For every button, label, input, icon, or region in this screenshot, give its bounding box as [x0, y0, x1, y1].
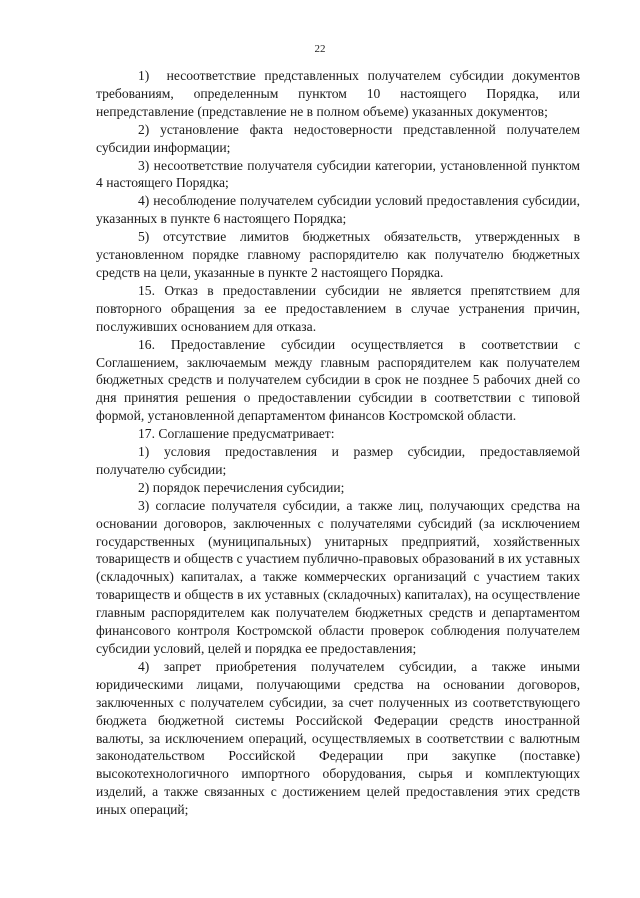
paragraph-agreement-item-1: 1) условия предоставления и размер субсидии, предоставляемой получателю субсидии; — [96, 444, 580, 477]
paragraph-agreement-item-3: 3) согласие получателя субсидии, а также лиц, получающих средства на основании договоров, заключенных с получателями субсидий (за исключением государственных (муниципальных) унитарных предприятий, хозяйственных товариществ и обществ с участием публично-правовых образований в их уставных (складочных) капиталах, а также коммерческих организаций с участием таких товариществ и обществ в их уставных (складочных) капиталах), на осуществление главным распорядителем как получателем бюджетных средств и департаментом финансового контроля Костромской области проверок соблюдения получателем субсидии условий, целей и порядка ее предоставления; — [96, 497, 580, 656]
paragraph-refusal-reason-1: 1) несоответствие представленных получателем субсидии документов требованиям, определенным пунктом 10 настоящего Порядка, или непредставление (представление не в полном объеме) указанных документов; — [96, 68, 580, 119]
paragraph-clause-17: 17. Соглашение предусматривает: — [138, 426, 335, 442]
paragraph-clause-16: 16. Предоставление субсидии осуществляется в соответствии с Соглашением, заключаемым между главным распорядителем как получателем бюджетных средств и получателем субсидии в срок не позднее 5 рабочих дней со дня принятия решения о предоставлении субсидии в соответствии с типовой формой, установленной департаментом финансов Костромской области. — [96, 336, 580, 424]
document-body — [96, 67, 580, 819]
paragraph-refusal-reason-3: 3) несоответствие получателя субсидии категории, установленной пунктом 4 настоящего Порядка; — [96, 157, 580, 191]
paragraph-refusal-reason-5: 5) отсутствие лимитов бюджетных обязательств, утвержденных в установленном порядке главному распорядителю как получателю бюджетных средств на цели, указанные в пункте 2 настоящего Порядка. — [96, 229, 580, 280]
paragraph-clause-15: 15. Отказ в предоставлении субсидии не является препятствием для повторного обращения за ее предоставлением в случае устранения причин, послуживших основанием для отказа. — [96, 282, 580, 334]
paragraph-agreement-item-4: 4) запрет приобретения получателем субсидии, а также иными юридическими лицами, получающими средства на основании договоров, заключенных с получателем субсидии, за счет полученных из соответствующего бюджета бюджетной системы Российской Федерации средств иностранной валюты, за исключением операций, осуществляемых в соответствии с валютным законодательством Российской Федерации при закупке (поставке) высокотехнологичного импортного оборудования, сырья и комплектующих изделий, а также связанных с достижением целей предоставления этих средств иных операций; — [96, 658, 580, 818]
paragraph-agreement-item-2: 2) порядок перечисления субсидии; — [138, 479, 345, 495]
paragraph-refusal-reason-4: 4) несоблюдение получателем субсидии условий предоставления субсидии, указанных в пункте 6 настоящего Порядка; — [96, 193, 580, 227]
paragraph-refusal-reason-2: 2) установление факта недостоверности представленной получателем субсидии информации; — [96, 121, 580, 155]
page-number: 22 — [314, 43, 326, 55]
